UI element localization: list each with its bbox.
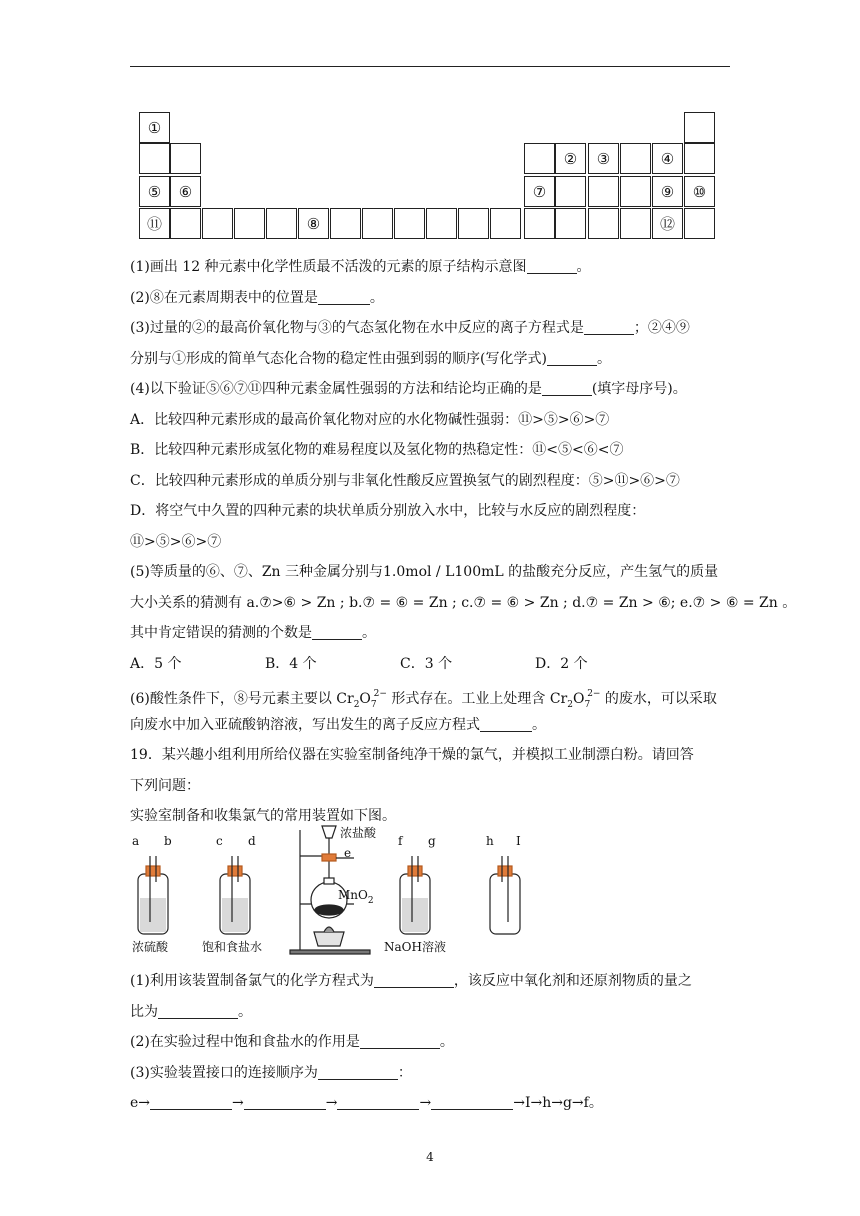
q19-connection-order: e→ → → → →I→h→g→f。 (130, 1095, 603, 1111)
table-cell-10: ⑩ (684, 176, 715, 207)
answer-blank[interactable] (480, 715, 532, 732)
table-cell-empty (620, 208, 651, 239)
q19-part1a: (1)利用该装置制备氯气的化学方程式为 ，该反应中氧化剂和还原剂物质的量之 (130, 973, 692, 989)
choice-a[interactable]: A．5 个 (130, 655, 182, 672)
answer-blank[interactable] (542, 379, 592, 396)
table-cell-empty (490, 208, 521, 239)
table-cell-11: ⑪ (139, 208, 170, 239)
header-rule (130, 66, 730, 67)
bottle-naoh (400, 856, 430, 934)
table-cell-empty (684, 112, 715, 143)
table-cell-empty (524, 143, 555, 174)
q19-intro-2: 下列问题： (130, 777, 200, 794)
table-cell-empty (588, 176, 619, 207)
answer-blank[interactable] (318, 1063, 398, 1080)
q18-option-a: A．比较四种元素形成的最高价氧化物对应的水化物碱性强弱：⑪>⑤>⑥>⑦ (130, 411, 610, 428)
table-cell-empty (139, 143, 170, 174)
table-cell-3: ③ (588, 143, 619, 174)
bottle-conc-h2so4 (138, 856, 168, 934)
answer-blank[interactable] (158, 1002, 238, 1019)
page-number: 4 (426, 1150, 434, 1164)
q18-option-d-cont: ⑪>⑤>⑥>⑦ (130, 533, 222, 550)
q18-part5b: 大小关系的猜测有 a.⑦>⑥ > Zn ; b.⑦ = ⑥ = Zn ; c.⑦ = ⑥ > Zn ; d.⑦ = Zn > ⑥; e.⑦ > ⑥ = Zn 。 (130, 594, 797, 611)
choice-c[interactable]: C．3 个 (400, 655, 453, 672)
table-cell-1: ① (139, 112, 170, 143)
table-cell-empty (458, 208, 489, 239)
table-cell-empty (588, 208, 619, 239)
apparatus-figure (128, 822, 548, 962)
q19-intro-1: 19．某兴趣小组利用所给仪器在实验室制备纯净干燥的氯气，并模拟工业制漂白粉。请回答 (130, 747, 694, 763)
port-label-h: h (486, 834, 494, 848)
answer-blank[interactable] (431, 1093, 513, 1110)
choice-d[interactable]: D．2 个 (535, 655, 588, 672)
table-cell-empty (426, 208, 457, 239)
question-19-parts (130, 966, 740, 1119)
q18-part2: (2)⑧在元素周期表中的位置是 。 (130, 289, 384, 306)
q18-option-c: C．比较四种元素形成的单质分别与非氧化性酸反应置换氢气的剧烈程度：⑤>⑪>⑥>⑦ (130, 472, 680, 489)
q18-part5-choices (130, 649, 740, 680)
table-cell-empty (362, 208, 393, 239)
table-cell-9: ⑨ (652, 176, 683, 207)
port-label-a: a (132, 834, 140, 848)
q19-part2: (2)在实验过程中饱和食盐水的作用是 。 (130, 1034, 454, 1050)
port-label-d: d (248, 834, 256, 848)
answer-blank[interactable] (244, 1093, 326, 1110)
q18-part6b: 向废水中加入亚硫酸钠溶液，写出发生的离子反应方程式 。 (130, 716, 546, 733)
label-sat-nacl: 饱和食盐水 (202, 940, 263, 954)
answer-blank[interactable] (584, 318, 634, 335)
answer-blank[interactable] (312, 623, 362, 640)
port-label-b: b (164, 834, 172, 848)
q18-option-d: D．将空气中久置的四种元素的块状单质分别放入水中，比较与水反应的剧烈程度： (130, 503, 646, 519)
q19-intro-3: 实验室制备和收集氯气的常用装置如下图。 (130, 808, 396, 824)
table-cell-2: ② (555, 143, 586, 174)
table-cell-12: ⑫ (652, 208, 683, 239)
table-cell-empty (202, 208, 233, 239)
q18-part3b: 分别与①形成的简单气态化合物的稳定性由强到弱的顺序(写化学式) 。 (130, 350, 611, 367)
collecting-bottle (490, 856, 520, 934)
table-cell-6: ⑥ (170, 176, 201, 207)
answer-blank[interactable] (318, 288, 370, 305)
q18-part5a: (5)等质量的⑥、⑦、Zn 三种金属分别与1.0mol / L100mL 的盐酸充分反应，产生氢气的质量 (130, 564, 719, 580)
table-cell-4: ④ (652, 143, 683, 174)
label-mno2: MnO$_2$ (338, 888, 374, 906)
bottle-sat-nacl (220, 856, 250, 934)
q19-part1b: 比为 。 (130, 1003, 252, 1020)
q18-part6a: (6)酸性条件下，⑧号元素主要以 $Cr_2O_7^{2-}$ 形式存在。工业上处理含 $Cr_2O_7^{2-}$ 的废水，可以采取 (130, 689, 717, 710)
table-cell-empty (234, 208, 265, 239)
q18-part4: (4)以下验证⑤⑥⑦⑪四种元素金属性强弱的方法和结论均正确的是 (填字母序号)。 (130, 381, 687, 397)
table-cell-empty (330, 208, 361, 239)
answer-blank[interactable] (547, 349, 597, 366)
answer-blank[interactable] (360, 1032, 440, 1049)
table-cell-empty (394, 208, 425, 239)
port-label-f: f (398, 834, 403, 848)
port-label-e: e (344, 846, 352, 860)
table-cell-empty (266, 208, 297, 239)
table-cell-empty (555, 208, 586, 239)
table-cell-7: ⑦ (524, 176, 555, 207)
label-conc-hcl: 浓盐酸 (340, 826, 377, 840)
q19-part3: (3)实验装置接口的连接顺序为 ： (130, 1064, 412, 1081)
table-cell-5: ⑤ (139, 176, 170, 207)
answer-blank[interactable] (337, 1093, 419, 1110)
table-cell-empty (620, 176, 651, 207)
answer-blank[interactable] (374, 971, 454, 988)
q18-part3a: (3)过量的②的最高价氧化物与③的气态氢化物在水中反应的离子方程式是 ；②④⑨ (130, 320, 690, 336)
answer-blank[interactable] (527, 257, 577, 274)
q18-part1: (1)画出 12 种元素中化学性质最不活泼的元素的原子结构示意图 。 (130, 259, 591, 275)
answer-blank[interactable] (150, 1093, 232, 1110)
table-cell-empty (684, 143, 715, 174)
table-cell-8: ⑧ (298, 208, 329, 239)
port-label-g: g (428, 834, 436, 848)
table-cell-empty (684, 208, 715, 239)
label-naoh: NaOH溶液 (384, 940, 446, 954)
q18-option-b: B．比较四种元素形成氢化物的难易程度以及氢化物的热稳定性：⑪<⑤<⑥<⑦ (130, 442, 624, 458)
table-cell-empty (170, 208, 201, 239)
table-cell-empty (555, 176, 586, 207)
table-cell-empty (524, 208, 555, 239)
label-conc-h2so4: 浓硫酸 (132, 940, 169, 954)
port-label-i: I (516, 834, 521, 848)
table-cell-empty (620, 143, 651, 174)
port-label-c: c (216, 834, 223, 848)
question-18-parts (130, 252, 797, 832)
table-cell-empty (170, 143, 201, 174)
q18-part5c: 其中肯定错误的猜测的个数是 。 (130, 625, 376, 641)
choice-b[interactable]: B．4 个 (265, 655, 317, 672)
